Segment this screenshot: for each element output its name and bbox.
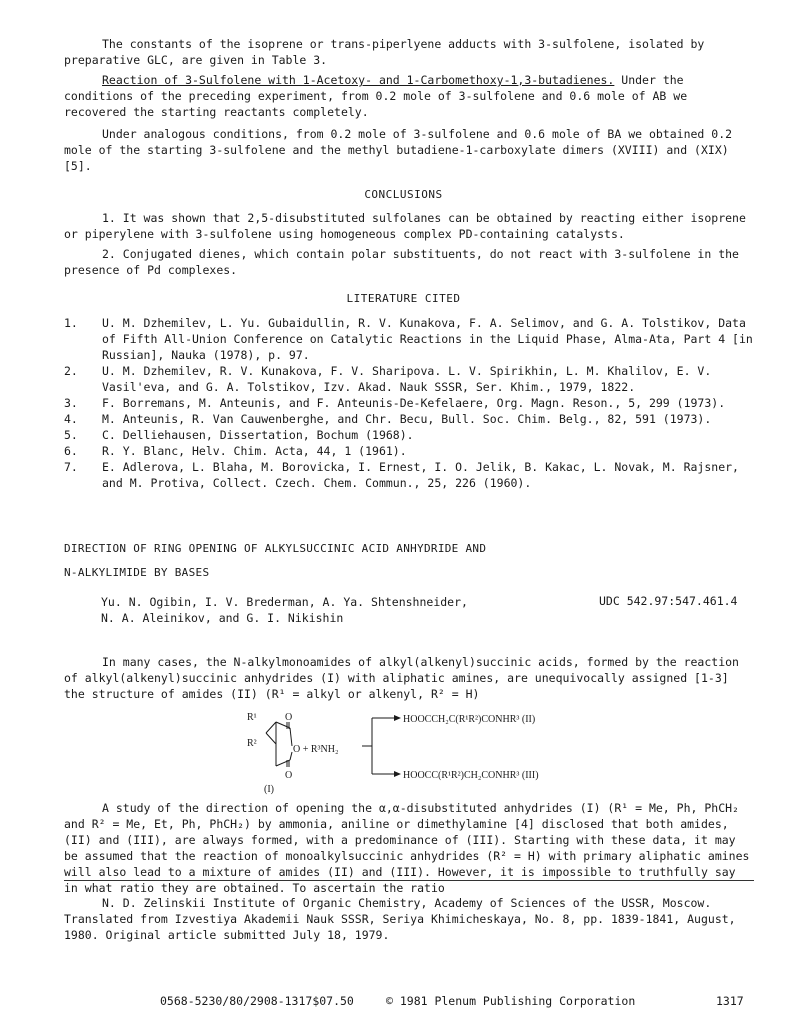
reference-number: 1.	[64, 316, 78, 330]
scheme-label-I: (I)	[264, 784, 274, 795]
scheme-r1: R¹	[247, 712, 257, 723]
scheme-o-top: O	[285, 712, 293, 723]
article-code: 0568-5230/80/2908-1317$07.50	[160, 994, 354, 1008]
section-run-in-heading: Reaction of 3-Sulfolene with 1-Acetoxy- and 1-Carbomethoxy-1,3-butadienes.	[102, 73, 615, 87]
scheme-product-III: HOOCC(R¹R²)CH₂CONHR³ (III)	[403, 770, 539, 781]
footnote: N. D. Zelinskii Institute of Organic Chemistry, Academy of Sciences of the USSR, Moscow. Translated from Izvestiya Akademii Nauk SSSR, Seriya Khimicheskaya, No. 8, pp. 1839-1841, August, 1980. Original article submitted July 18, 1979.	[64, 895, 736, 942]
paragraph-study: A study of the direction of opening the α,α-disubstituted anhydrides (I) (R¹ = Me, Ph, PhCH₂ and R² = Me, Et, Ph, PhCH₂) by ammonia, aniline or dimethylamine [4] disclosed that both amides, (II) and (III), are always formed, with a predominance of (III). Starting with these data, it may be assumed that the reaction of monoalkylsuccinic anhydrides (R² = H) with primary aliphatic amines will also lead to a mixture of amides (II) and (III). However, it is impossible to truthfully say in what ratio they are obtained. To ascertain the ratio	[64, 801, 750, 895]
scheme-arrowheads	[394, 715, 401, 777]
conclusion-2: 2. Conjugated dienes, which contain polar substituents, do not react with 3-sulfolene in the presence of Pd complexes.	[64, 247, 739, 277]
article-title-line-1: DIRECTION OF RING OPENING OF ALKYLSUCCINIC ACID ANHYDRIDE AND	[64, 542, 487, 555]
reference-text: R. Y. Blanc, Helv. Chim. Acta, 44, 1 (1961).	[102, 444, 407, 458]
scheme-amine: O + R³NH₂	[293, 744, 339, 755]
conclusions-heading: CONCLUSIONS	[364, 188, 443, 201]
reference-text: M. Anteunis, R. Van Cauwenberghe, and Chr. Becu, Bull. Soc. Chim. Belg., 82, 591 (1973).	[102, 412, 712, 426]
reference-number: 7.	[64, 460, 78, 474]
literature-heading: LITERATURE CITED	[346, 292, 461, 305]
paragraph-analogous: Under analogous conditions, from 0.2 mole of 3-sulfolene and 0.6 mole of BA we obtained 0.2 mole of the starting 3-sulfolene and the methyl butadiene-1-carboxylate dimers (XVIII) and (XIX) [5].	[64, 127, 733, 173]
page-number: 1317	[716, 994, 744, 1008]
udc-code: UDC 542.97:547.461.4	[599, 594, 738, 608]
reference-text: U. M. Dzhemilev, L. Yu. Gubaidullin, R. V. Kunakova, F. A. Selimov, and G. A. Tolstikov, Data of Fifth All-Union Conference on Catalytic Reactions in the Liquid Phase, Alma-Ata, Part 4 [in Russian], Nauka (1978), p. 97.	[102, 316, 753, 362]
footnote-rule	[64, 880, 754, 881]
reference-number: 5.	[64, 428, 78, 442]
conclusion-1: 1. It was shown that 2,5-disubstituted sulfolanes can be obtained by reacting either isoprene or piperylene with 3-sulfolene using homogeneous complex PD-containing catalysts.	[64, 211, 746, 241]
authors-line-1: Yu. N. Ogibin, I. V. Brederman, A. Ya. Shtenshneider,	[101, 595, 468, 609]
reference-text: E. Adlerova, L. Blaha, M. Borovicka, I. Ernest, I. O. Jelik, B. Kakac, L. Novak, M. Rajsner, and M. Protiva, Collect. Czech. Chem. Commun., 25, 226 (1960).	[102, 460, 739, 490]
authors-line-2: N. A. Aleinikov, and G. I. Nikishin	[101, 611, 344, 625]
reference-number: 2.	[64, 364, 78, 378]
paragraph-amides: In many cases, the N-alkylmonoamides of alkyl(alkenyl)succinic acids, formed by the reaction of alkyl(alkenyl)succinic anhydrides (I) with aliphatic amines, are unequivocally assigned [1-3] the structure of amides (II) (R¹ = alkyl or alkenyl, R² = H)	[64, 655, 739, 701]
article-title-line-2: N-ALKYLIMIDE BY BASES	[64, 566, 210, 579]
copyright-line: © 1981 Plenum Publishing Corporation	[386, 994, 636, 1008]
scheme-product-II: HOOCCH₂C(R¹R²)CONHR³ (II)	[403, 714, 536, 725]
paragraph-table3: The constants of the isoprene or trans-piperlyene adducts with 3-sulfolene, isolated by preparative GLC, are given in Table 3.	[64, 37, 705, 67]
reference-text: F. Borremans, M. Anteunis, and F. Anteunis-De-Kefelaere, Org. Magn. Reson., 5, 299 (1973).	[102, 396, 726, 410]
reference-number: 3.	[64, 396, 78, 410]
reference-number: 4.	[64, 412, 78, 426]
reference-text: U. M. Dzhemilev, R. V. Kunakova, F. V. Sharipova. L. V. Spirikhin, L. M. Khalilov, E. V. Vasil'eva, and G. A. Tolstikov, Izv. Akad. Nauk SSSR, Ser. Khim., 1979, 1822.	[102, 364, 712, 394]
scheme-o-bottom: O	[285, 770, 293, 781]
scheme-r2: R²	[247, 738, 257, 749]
reference-number: 6.	[64, 444, 78, 458]
reference-text: C. Delliehausen, Dissertation, Bochum (1968).	[102, 428, 414, 442]
paragraph-acetoxy-body: Under the conditions of the preceding experiment, from 0.2 mole of 3-sulfolene and 0.6 mole of AB we recovered the starting reactants completely.	[64, 73, 688, 119]
